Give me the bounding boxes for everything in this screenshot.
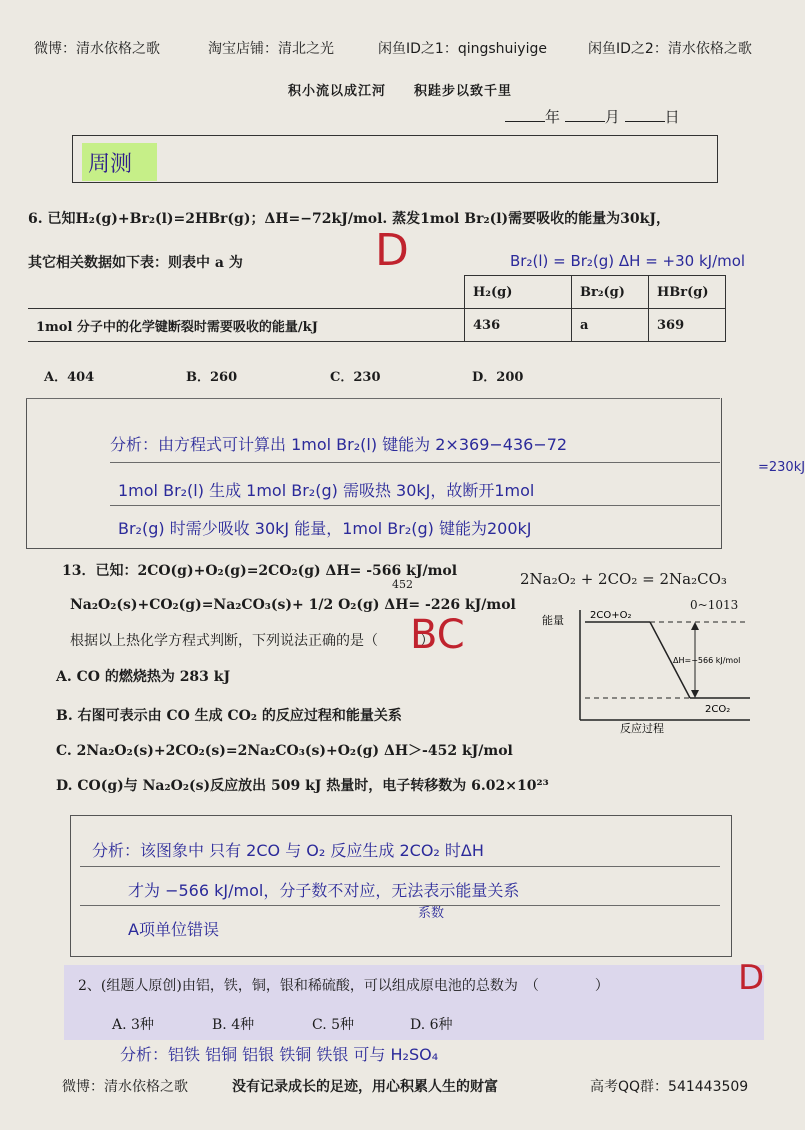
- table-cell: a: [572, 309, 649, 342]
- table-cell: 1mol 分子中的化学键断裂时需要吸收的能量/kJ: [28, 309, 465, 342]
- q13-handwritten-range: 0~1013: [690, 598, 739, 612]
- graph-xlabel: 反应过程: [620, 722, 664, 735]
- q2-analysis: 分析：铝铁 铝铜 铝银 铁铜 铁银 可与 H₂SO₄: [120, 1045, 439, 1064]
- table-cell: 436: [465, 309, 572, 342]
- divider: [110, 505, 720, 506]
- q6-option-b: B．260: [186, 370, 238, 385]
- q13-option-a: A. CO 的燃烧热为 283 kJ: [56, 669, 231, 685]
- q6-handwritten-answer: D: [375, 225, 409, 276]
- q13-analysis-line2: 才为 −566 kJ/mol，分子数不对应，无法表示能量关系: [128, 881, 520, 900]
- graph-ylabel: 能量: [542, 614, 564, 627]
- q13-line1: 13．已知：2CO(g)+O₂(g)=2CO₂(g) ΔH= -566 kJ/mol: [62, 563, 458, 579]
- header-xianyu-2: 闲鱼ID之2：清水依格之歌: [588, 41, 752, 57]
- table-cell: 369: [649, 309, 726, 342]
- energy-diagram: [540, 600, 760, 735]
- q13-analysis-insert: 系数: [418, 906, 445, 921]
- date-day: 日: [664, 108, 680, 126]
- title-box: [72, 135, 718, 183]
- q6-analysis-side: =230kJ: [758, 460, 805, 475]
- q2-option-a: A. 3种: [112, 1017, 154, 1033]
- q13-option-b: B. 右图可表示由 CO 生成 CO₂ 的反应过程和能量关系: [56, 708, 402, 724]
- footer-middle: 没有记录成长的足迹，用心积累人生的财富: [232, 1079, 498, 1095]
- q13-option-c: C. 2Na₂O₂(s)+2CO₂(s)=2Na₂CO₃(s)+O₂(g) ΔH＞-452 kJ/mol: [56, 743, 513, 759]
- header-weibo: 微博：清水依格之歌: [34, 41, 160, 57]
- graph-delta: ΔH=−566 kJ/mol: [673, 656, 741, 665]
- q6-handwritten-note: Br₂(l) = Br₂(g) ΔH = +30 kJ/mol: [510, 252, 746, 270]
- date-month: 月: [604, 108, 620, 126]
- q2-handwritten-answer: D: [738, 958, 765, 998]
- q6-data-table: [28, 275, 726, 342]
- q2-line1: 2、(组题人原创)由铝，铁，铜，银和稀硫酸，可以组成原电池的总数为 （ ）: [78, 978, 609, 994]
- graph-bottom-label: 2CO₂: [705, 704, 731, 715]
- table-cell: HBr(g): [649, 276, 726, 309]
- q13-handwritten-452: 452: [392, 578, 413, 591]
- q2-option-b: B. 4种: [212, 1017, 255, 1033]
- q13-analysis-line1: 分析：该图象中 只有 2CO 与 O₂ 反应生成 2CO₂ 时ΔH: [92, 841, 484, 860]
- q6-analysis-line3: Br₂(g) 时需少吸收 30kJ 能量，1mol Br₂(g) 键能为200kJ: [118, 519, 532, 538]
- q6-option-c: C．230: [330, 370, 381, 385]
- q13-handwritten-answer: BC: [410, 612, 465, 658]
- table-header-row: [28, 276, 726, 309]
- q6-line1: 6. 已知H₂(g)+Br₂(l)=2HBr(g)；ΔH=−72kJ/mol. 蒸发1mol Br₂(l)需要吸收的能量为30kJ，: [28, 211, 670, 227]
- q6-analysis-line2: 1mol Br₂(l) 生成 1mol Br₂(g) 需吸热 30kJ，故断开1mol: [118, 481, 535, 500]
- divider: [80, 905, 720, 906]
- motto: 积小流以成江河 积跬步以致千里: [287, 84, 512, 99]
- q2-option-c: C. 5种: [312, 1017, 355, 1033]
- header-taobao: 淘宝店铺：清北之光: [208, 41, 334, 57]
- table-row: [28, 309, 726, 342]
- footer-qq: 高考QQ群：541443509: [590, 1079, 749, 1095]
- q13-handwritten-eq: 2Na₂O₂ + 2CO₂ = 2Na₂CO₃: [520, 570, 727, 588]
- divider: [26, 398, 720, 399]
- q6-option-d: D．200: [472, 370, 524, 385]
- q6-line2: 其它相关数据如下表：则表中 a 为: [28, 255, 243, 271]
- q2-option-d: D. 6种: [410, 1017, 453, 1033]
- date-line: [505, 106, 680, 127]
- divider: [110, 462, 720, 463]
- q13-line3: 根据以上热化学方程式判断，下列说法正确的是（ ）: [70, 633, 434, 649]
- graph-top-label: 2CO+O₂: [590, 610, 632, 621]
- table-cell: [28, 276, 465, 309]
- q13-line2: Na₂O₂(s)+CO₂(g)=Na₂CO₃(s)+ 1/2 O₂(g) ΔH= -226 kJ/mol: [70, 597, 516, 613]
- table-cell: Br₂(g): [572, 276, 649, 309]
- table-cell: H₂(g): [465, 276, 572, 309]
- tag-label: 周测: [88, 152, 133, 177]
- header-xianyu-1: 闲鱼ID之1：qingshuiyige: [378, 41, 547, 57]
- date-year: 年: [545, 108, 561, 126]
- q13-analysis-line3: A项单位错误: [128, 920, 219, 939]
- q13-option-d: D. CO(g)与 Na₂O₂(s)反应放出 509 kJ 热量时，电子转移数为 6.02×10²³: [56, 778, 549, 794]
- q6-option-a: A．404: [44, 370, 95, 385]
- divider: [80, 866, 720, 867]
- q6-analysis-line1: 分析：由方程式可计算出 1mol Br₂(l) 键能为 2×369−436−72: [110, 435, 568, 454]
- footer-weibo: 微博：清水依格之歌: [62, 1079, 188, 1095]
